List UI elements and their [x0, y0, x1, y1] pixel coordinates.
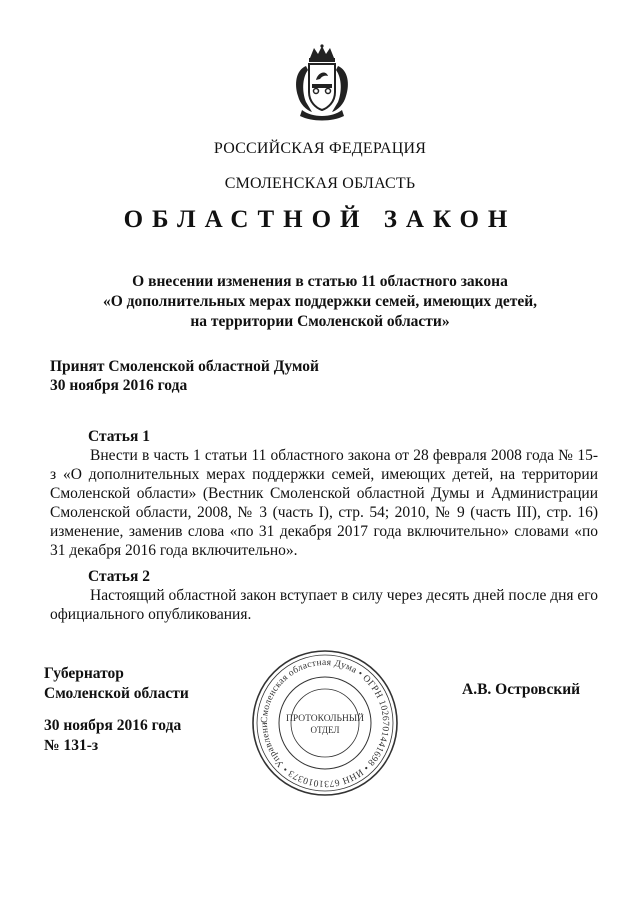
article-1-text	[50, 446, 598, 560]
signatory-title-line-1: Губернатор	[44, 665, 124, 682]
header-country: РОССИЙСКАЯ ФЕДЕРАЦИЯ	[213, 140, 427, 157]
article-1-paragraph: Внести в часть 1 статьи 11 областного закона от 28 февраля 2008 года № 15-з «О дополнительных мерах поддержки семей, имеющих детей, на территории Смоленской области» (Вестник Смоленской областной Думы и Администрации Смоленской области, 2008, № 3 (часть I), стр. 54; 2010, № 9 (часть III), стр. 16) изменение, заменив слова «по 31 декабря 2017 года включительно» словами «по 31 декабря 2016 года включительно».	[50, 447, 598, 559]
article-1-heading: Статья 1	[88, 428, 150, 445]
stamp-center-line-1: ПРОТОКОЛЬНЫЙ	[285, 714, 365, 724]
header-region: СМОЛЕНСКАЯ ОБЛАСТЬ	[224, 175, 416, 192]
official-stamp	[250, 648, 400, 798]
coat-of-arms-icon	[292, 44, 352, 122]
stamp-ring-text: Смоленская областная Дума • ОГРН 1026701441698 • ИНН 6731010373 • Управлени	[259, 657, 391, 789]
doc-type-title: ОБЛАСТНОЙ ЗАКОН	[123, 206, 517, 233]
adopted-date: 30 ноября 2016 года	[50, 377, 188, 394]
subject-block	[0, 272, 640, 332]
subject-line-1: О внесении изменения в статью 11 областного закона	[132, 273, 508, 290]
article-2-text	[50, 586, 598, 624]
article-2-heading: Статья 2	[88, 568, 150, 585]
article-2-paragraph: Настоящий областной закон вступает в силу через десять дней после дня его официального опубликования.	[50, 587, 598, 623]
subject-line-2: «О дополнительных мерах поддержки семей, имеющих детей,	[102, 293, 538, 310]
signatory-title-line-2: Смоленской области	[44, 685, 189, 702]
adopted-block	[50, 357, 319, 395]
signing-info	[44, 716, 181, 756]
signing-date: 30 ноября 2016 года	[44, 717, 182, 734]
adopted-by: Принят Смоленской областной Думой	[50, 358, 319, 375]
signatory-title	[44, 664, 189, 704]
signatory-name: А.В. Островский	[462, 681, 581, 698]
subject-line-3: на территории Смоленской области»	[190, 313, 450, 330]
law-number: № 131-з	[44, 737, 99, 754]
stamp-center-line-2: ОТДЕЛ	[310, 725, 340, 735]
